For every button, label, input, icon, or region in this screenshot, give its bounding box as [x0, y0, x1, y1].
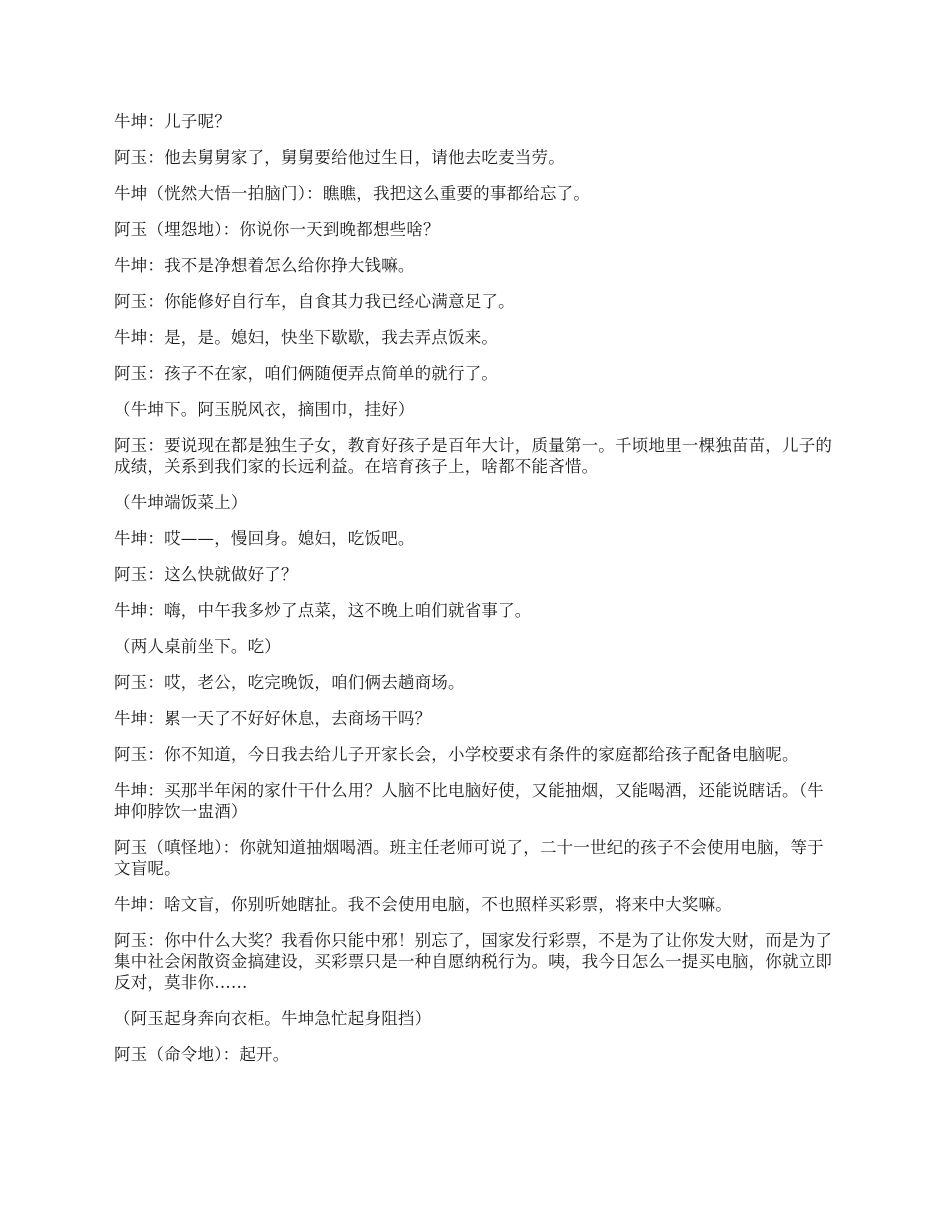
script-line: 牛坤：儿子呢？ — [114, 112, 231, 131]
script-line: 阿玉：你能修好自行车，自食其力我已经心满意足了。 — [114, 292, 515, 311]
script-line: 牛坤：哎——，慢回身。媳妇，吃饭吧。 — [114, 529, 415, 548]
stage-direction: （牛坤下。阿玉脱风衣，摘围巾，挂好） — [114, 400, 415, 419]
script-line: 阿玉（埋怨地）：你说你一天到晚都想些啥？ — [114, 220, 440, 239]
script-line: 阿玉：他去舅舅家了，舅舅要给他过生日，请他去吃麦当劳。 — [114, 148, 565, 167]
script-line: 牛坤：买那半年闲的家什干什么用？人脑不比电脑好使，又能抽烟，又能喝酒，还能说瞎话。（牛坤仰脖饮一盅酒） — [114, 781, 824, 821]
script-line: 阿玉：哎，老公，吃完晚饭，咱们俩去趟商场。 — [114, 673, 465, 692]
script-line: 阿玉（嗔怪地）：你就知道抽烟喝酒。班主任老师可说了，二十一世纪的孩子不会使用电脑，等于文盲呢。 — [114, 838, 824, 878]
script-line: 牛坤：啥文盲，你别听她瞎扯。我不会使用电脑，不也照样买彩票，将来中大奖嘛。 — [114, 895, 732, 914]
script-line: 阿玉（命令地）：起开。 — [114, 1045, 290, 1064]
script-line: 阿玉：你中什么大奖？我看你只能中邪！别忘了，国家发行彩票，不是为了让你发大财，而是为了集中社会闲散资金搞建设，买彩票只是一种自愿纳税行为。咦，我今日怎么一提买电脑，你就立即反对，莫非你…… — [114, 931, 833, 992]
script-line: 牛坤：嗨，中午我多炒了点菜，这不晚上咱们就省事了。 — [114, 601, 532, 620]
script-line: 牛坤：我不是净想着怎么给你挣大钱嘛。 — [114, 256, 415, 275]
script-line: 牛坤：累一天了不好好休息，去商场干吗？ — [114, 709, 432, 728]
stage-direction: （牛坤端饭菜上） — [114, 493, 248, 512]
script-line: 阿玉：你不知道，今日我去给儿子开家长会，小学校要求有条件的家庭都给孩子配备电脑呢。 — [114, 745, 799, 764]
script-line: 牛坤：是，是。媳妇，快坐下歇歇，我去弄点饭来。 — [114, 328, 499, 347]
stage-direction: （两人桌前坐下。吃） — [114, 637, 281, 656]
script-line: 阿玉：孩子不在家，咱们俩随便弄点简单的就行了。 — [114, 364, 499, 383]
script-line: 阿玉：要说现在都是独生子女，教育好孩子是百年大计，质量第一。千顷地里一棵独苗苗，儿子的成绩，关系到我们家的长远利益。在培育孩子上，啥都不能吝惜。 — [114, 436, 833, 476]
stage-direction: （阿玉起身奔向衣柜。牛坤急忙起身阻挡） — [114, 1009, 432, 1028]
script-line: 牛坤（恍然大悟一拍脑门）：瞧瞧，我把这么重要的事都给忘了。 — [114, 184, 591, 203]
script-line: 阿玉：这么快就做好了？ — [114, 565, 298, 584]
